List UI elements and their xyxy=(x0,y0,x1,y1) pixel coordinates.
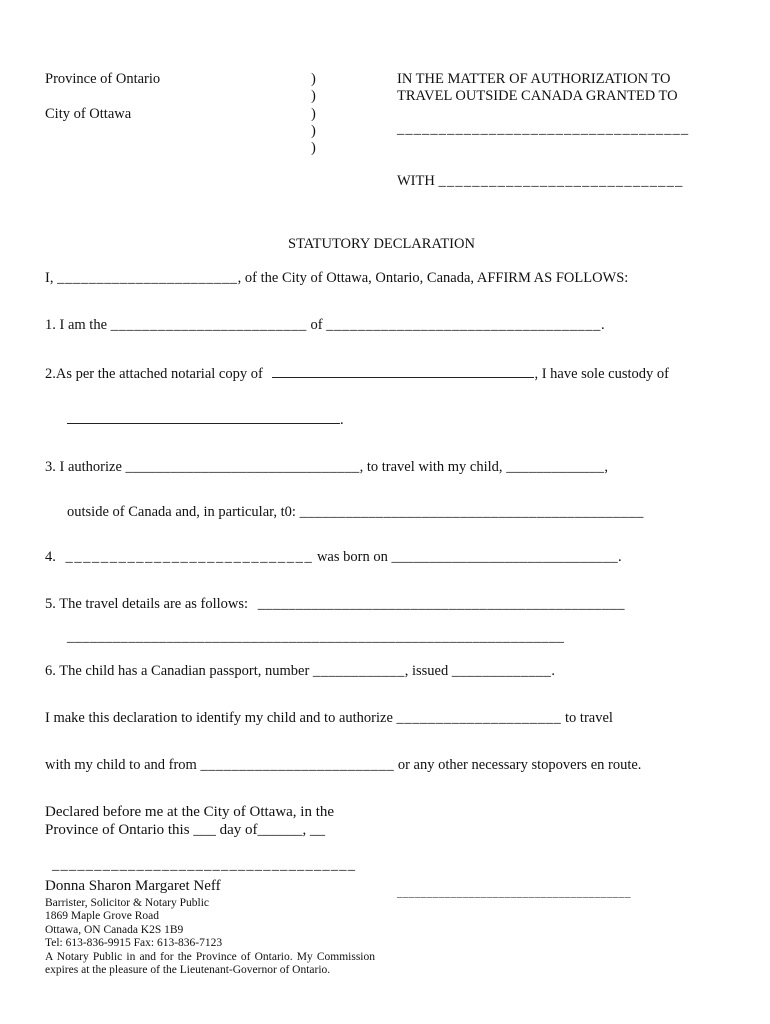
bracket-4: ) xyxy=(311,123,316,139)
item-1-period: . xyxy=(600,317,605,333)
declared-sep: , xyxy=(302,822,307,838)
bracket-5: ) xyxy=(311,140,316,156)
item-4-prefix: 4. xyxy=(45,549,56,565)
item-5-details-blank-1[interactable]: ________________________________________________ xyxy=(257,596,625,612)
declared-month-blank[interactable]: ______ xyxy=(257,822,303,838)
item-1-relationship-blank[interactable]: _________________________ xyxy=(110,317,307,333)
item-6-issued-blank[interactable]: _____________ xyxy=(451,663,552,679)
item-2-document-blank[interactable] xyxy=(272,377,534,378)
item-5 xyxy=(45,597,625,612)
province-label: Province of Ontario xyxy=(45,71,161,87)
notary-address-2: Ottawa, ON Canada K2S 1B9 xyxy=(45,923,184,936)
item-6 xyxy=(45,664,555,679)
declaration-line-1 xyxy=(45,711,613,726)
city-label: City of Ottawa xyxy=(45,106,132,122)
notary-title: Barrister, Solicitor & Notary Public xyxy=(45,897,210,909)
declared-line-1: Declared before me at the City of Ottawa, in the xyxy=(45,804,335,820)
item-1-of: of xyxy=(310,317,323,333)
item-4 xyxy=(45,550,622,565)
item-2-period: . xyxy=(340,412,344,428)
item-2-line2 xyxy=(67,413,344,428)
declaration-line-2-prefix: with my child to and from xyxy=(45,757,197,773)
item-2-child-blank[interactable] xyxy=(67,423,340,424)
declared-line-2 xyxy=(45,823,325,838)
item-3-prefix: 3. I authorize xyxy=(45,459,122,475)
declarant-signature-blank[interactable]: _______________________________________ xyxy=(397,887,631,899)
bracket-1: ) xyxy=(311,71,316,87)
item-6-prefix: 6. The child has a Canadian passport, number xyxy=(45,663,310,679)
item-6-mid: , issued xyxy=(404,663,449,679)
notary-name: Donna Sharon Margaret Neff xyxy=(45,878,221,894)
with-blank[interactable]: _____________________________ xyxy=(438,173,684,189)
declaration-line-2-suffix: or any other necessary stopovers en route. xyxy=(397,757,642,773)
granted-to-blank[interactable]: ___________________________________ xyxy=(397,121,690,137)
declaration-line-1-suffix: to travel xyxy=(565,710,613,726)
notary-signature-blank[interactable]: ____________________________________ xyxy=(52,857,357,873)
item-3-destination-blank[interactable]: _____________________________________________ xyxy=(299,504,644,520)
item-4-mid: was born on xyxy=(316,549,388,565)
item-4-birth-blank[interactable]: ______________________________ xyxy=(391,549,618,565)
declaration-authorized-blank[interactable]: _____________________ xyxy=(396,710,562,726)
item-3 xyxy=(45,460,608,475)
item-3-person-blank[interactable]: _______________________________ xyxy=(125,459,360,475)
item-3-line2-prefix: outside of Canada and, in particular, t0: xyxy=(67,504,296,520)
item-1 xyxy=(45,318,605,333)
item-5-details-blank-2[interactable]: _________________________________________________________________ xyxy=(67,629,565,645)
declarant-name-blank[interactable]: _______________________ xyxy=(57,270,238,286)
item-3-child-blank[interactable]: _____________ xyxy=(506,459,605,475)
bracket-3: ) xyxy=(311,106,316,122)
item-2-prefix: 2.As per the attached notarial copy of xyxy=(45,366,263,382)
item-3-comma: , xyxy=(604,459,608,475)
intro-suffix: , of the City of Ottawa, Ontario, Canada, AFFIRM AS FOLLOWS: xyxy=(237,270,629,286)
declaration-destination-blank[interactable]: _________________________ xyxy=(200,757,395,773)
item-2 xyxy=(45,367,669,382)
with-line xyxy=(397,174,684,189)
item-3-mid: , to travel with my child, xyxy=(359,459,503,475)
item-1-child-blank[interactable]: ___________________________________ xyxy=(326,317,601,333)
declaration-line-1-prefix: I make this declaration to identify my child and to authorize xyxy=(45,710,393,726)
declaration-line-2 xyxy=(45,758,641,773)
item-1-prefix: 1. I am the xyxy=(45,317,108,333)
declared-day-of: day of xyxy=(219,822,258,838)
item-4-period: . xyxy=(617,549,622,565)
item-3-line2 xyxy=(67,505,644,520)
item-2-mid: , I have sole custody of xyxy=(534,366,669,382)
notary-commission: A Notary Public in and for the Province of Ontario. My Commission expires at the pleasure of the Lieutenant-Governor of Ontario. xyxy=(45,950,375,977)
intro-prefix: I, xyxy=(45,270,54,286)
declared-line-2-prefix: Province of Ontario this xyxy=(45,822,190,838)
notary-block xyxy=(45,878,375,977)
matter-heading-line2: TRAVEL OUTSIDE CANADA GRANTED TO xyxy=(397,88,678,104)
bracket-2: ) xyxy=(311,88,316,104)
with-label: WITH xyxy=(397,173,435,189)
declared-year-blank[interactable]: __ xyxy=(309,822,325,838)
item-6-period: . xyxy=(551,663,555,679)
notary-address-1: 1869 Maple Grove Road xyxy=(45,910,160,923)
notary-phone: Tel: 613-836-9915 Fax: 613-836-7123 xyxy=(45,937,223,950)
item-4-child-blank[interactable]: ____________________________ xyxy=(65,549,314,565)
matter-heading-line1: IN THE MATTER OF AUTHORIZATION TO xyxy=(397,71,671,87)
item-5-prefix: 5. The travel details are as follows: xyxy=(45,596,249,612)
item-6-passport-blank[interactable]: ____________ xyxy=(312,663,405,679)
intro-line xyxy=(45,271,628,286)
document-title: STATUTORY DECLARATION xyxy=(288,236,475,252)
declared-day-blank[interactable]: ___ xyxy=(193,822,216,838)
